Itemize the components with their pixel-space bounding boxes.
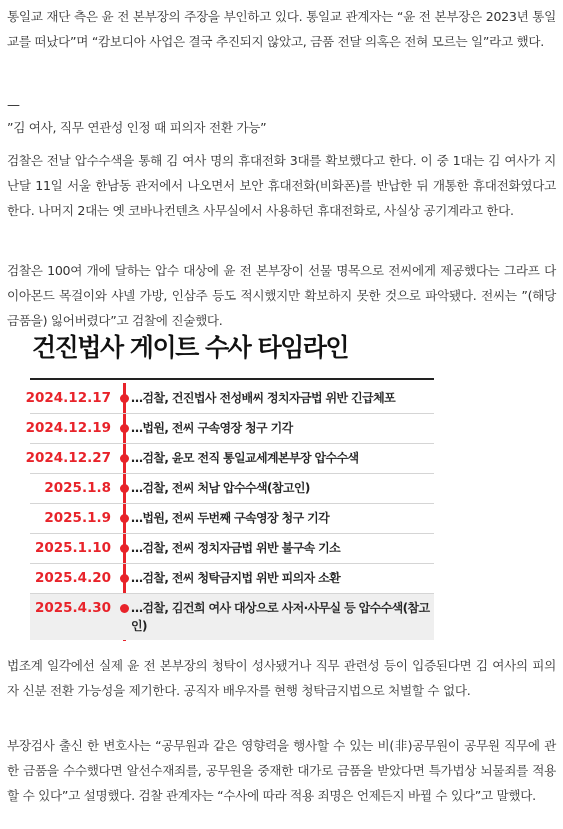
- timeline-dot-icon: [120, 574, 129, 583]
- timeline-row: [30, 473, 434, 503]
- timeline-date: 2025.4.30: [34, 600, 111, 616]
- timeline-row-highlighted: [30, 594, 434, 640]
- timeline-graphic: [25, 331, 434, 643]
- timeline-date: 2024.12.17: [25, 390, 111, 406]
- timeline-date: 2024.12.27: [25, 450, 111, 466]
- timeline-dot-icon: [120, 514, 129, 523]
- timeline-event: …검찰, 김건희 여사 대상으로 사저·사무실 등 압수수색(참고인): [131, 601, 430, 633]
- paragraph-1: 통일교 재단 측은 윤 전 본부장의 주장을 부인하고 있다. 통일교 관계자는 “윤 전 본부장은 2023년 통일교를 떠났다”며 “캄보디아 사업은 결국 추진되지 않았고, 금품 전달 의혹은 전혀 모르는 일”라고 했다.: [7, 9, 556, 49]
- timeline-event: …검찰, 전씨 청탁금지법 위반 피의자 소환: [131, 571, 341, 585]
- section-divider: —: [7, 98, 20, 113]
- timeline-row: [25, 443, 434, 473]
- timeline-row: [30, 503, 434, 533]
- paragraph-5: 부장검사 출신 한 변호사는 “공무원과 같은 영향력을 행사할 수 있는 비(非)공무원이 공무원 직무에 관한 금품을 수수했다면 알선수재죄를, 공무원을 중재한 대가로 금품을 받았다면 특가법상 뇌물죄를 적용할 수 있다”고 설명했다. 검찰 관계자는 “수사에 따라 적용 죄명은 언제든지 바뀔 수 있다”고 말했다.: [7, 738, 556, 803]
- section-subheading: ”김 여사, 직무 연관성 인정 때 피의자 전환 가능”: [7, 120, 267, 135]
- timeline-event: …법원, 전씨 두번째 구속영장 청구 기각: [131, 511, 330, 525]
- timeline-event: …검찰, 건진법사 전성배씨 정치자금법 위반 긴급체포: [131, 391, 396, 405]
- timeline-dot-icon: [120, 484, 129, 493]
- timeline-row: [30, 563, 434, 593]
- timeline-date: 2025.4.20: [34, 570, 111, 586]
- paragraph-3: 검찰은 100여 개에 달하는 압수 대상에 윤 전 본부장이 선물 명목으로 전씨에게 제공했다는 그라프 다이아몬드 목걸이와 샤넬 가방, 인삼주 등도 적시했지만 확보하지 못한 것으로 파악됐다. 전씨는 ”(해당 금품을) 잃어버렸다”고 검찰에 진술했다.: [7, 263, 556, 328]
- timeline-dot-icon: [120, 424, 129, 433]
- timeline-dot-icon: [120, 394, 129, 403]
- paragraph-4: 법조계 일각에선 실제 윤 전 본부장의 청탁이 성사됐거나 직무 관련성 등이 입증된다면 김 여사의 피의자 신분 전환 가능성을 제기한다. 공직자 배우자를 현행 청탁금지법으로 처벌할 수 없다.: [7, 658, 556, 698]
- timeline-title: 건진법사 게이트 수사 타임라인: [32, 333, 349, 362]
- timeline-event: …검찰, 전씨 처남 압수수색(참고인): [131, 481, 310, 495]
- timeline-event: …검찰, 전씨 정치자금법 위반 불구속 기소: [131, 541, 341, 555]
- timeline-date: 2025.1.8: [44, 480, 111, 496]
- timeline-row: [30, 533, 434, 563]
- timeline-date: 2025.1.10: [34, 540, 111, 556]
- paragraph-2: 검찰은 전날 압수수색을 통해 김 여사 명의 휴대전화 3대를 확보했다고 한다. 이 중 1대는 김 여사가 지난달 11일 서울 한남동 관저에서 나오면서 보안 휴대전화(비화폰)를 반납한 뒤 개통한 휴대전화였다고 한다. 나머지 2대는 옛 코바나컨텐츠 사무실에서 사용하던 휴대전화로, 사실상 공기계라고 한다.: [7, 153, 556, 218]
- timeline-event: …법원, 전씨 구속영장 청구 기각: [131, 421, 293, 435]
- timeline-title-rule: [30, 378, 434, 380]
- timeline-event: …검찰, 윤모 전직 통일교세계본부장 압수수색: [131, 451, 359, 465]
- timeline-dot-icon: [120, 604, 129, 613]
- timeline-date: 2024.12.19: [25, 420, 111, 436]
- timeline-row: [25, 383, 434, 413]
- timeline-date: 2025.1.9: [44, 510, 111, 526]
- timeline-row: [25, 413, 434, 443]
- timeline-dot-icon: [120, 454, 129, 463]
- timeline-dot-icon: [120, 544, 129, 553]
